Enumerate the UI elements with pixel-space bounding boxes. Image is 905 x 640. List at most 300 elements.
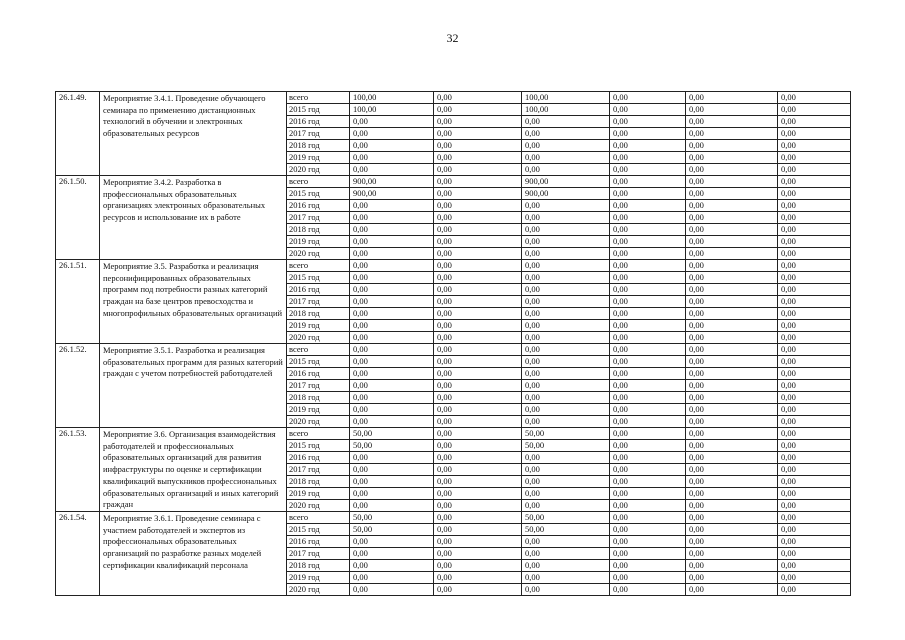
budget-table xyxy=(55,91,851,596)
value-cell: 0,00 xyxy=(522,416,610,428)
value-cell: 0,00 xyxy=(778,332,851,344)
value-cell: 0,00 xyxy=(610,140,686,152)
value-cell: 0,00 xyxy=(778,284,851,296)
value-cell: 0,00 xyxy=(434,236,522,248)
period-label: 2015 год xyxy=(287,440,350,452)
value-cell: 0,00 xyxy=(434,284,522,296)
measure-name: Мероприятие 3.5. Разработка и реализация персонифицированных образовательных программ под потребности разных категорий граждан на базе центров превосходства и многопрофильных образовательных организаций xyxy=(100,260,287,344)
value-cell: 0,00 xyxy=(522,200,610,212)
value-cell: 0,00 xyxy=(610,392,686,404)
value-cell: 0,00 xyxy=(522,308,610,320)
value-cell: 0,00 xyxy=(778,452,851,464)
value-cell: 0,00 xyxy=(434,488,522,500)
value-cell: 0,00 xyxy=(610,104,686,116)
value-cell: 0,00 xyxy=(778,176,851,188)
value-cell: 0,00 xyxy=(522,260,610,272)
period-label: 2015 год xyxy=(287,356,350,368)
value-cell: 0,00 xyxy=(778,224,851,236)
value-cell: 0,00 xyxy=(778,464,851,476)
value-cell: 0,00 xyxy=(686,128,778,140)
value-cell: 0,00 xyxy=(686,308,778,320)
value-cell: 0,00 xyxy=(778,320,851,332)
value-cell: 0,00 xyxy=(522,344,610,356)
period-label: 2016 год xyxy=(287,368,350,380)
value-cell: 0,00 xyxy=(778,248,851,260)
table-row xyxy=(56,176,851,188)
value-cell: 0,00 xyxy=(686,296,778,308)
period-label: 2015 год xyxy=(287,188,350,200)
value-cell: 0,00 xyxy=(610,380,686,392)
value-cell: 50,00 xyxy=(350,440,434,452)
value-cell: 0,00 xyxy=(434,164,522,176)
value-cell: 0,00 xyxy=(434,416,522,428)
value-cell: 0,00 xyxy=(350,536,434,548)
value-cell: 0,00 xyxy=(434,260,522,272)
period-label: 2016 год xyxy=(287,452,350,464)
value-cell: 0,00 xyxy=(434,212,522,224)
value-cell: 0,00 xyxy=(686,380,778,392)
period-label: 2016 год xyxy=(287,536,350,548)
value-cell: 0,00 xyxy=(522,476,610,488)
value-cell: 0,00 xyxy=(778,260,851,272)
value-cell: 0,00 xyxy=(522,500,610,512)
value-cell: 0,00 xyxy=(686,332,778,344)
value-cell: 0,00 xyxy=(778,428,851,440)
table-row xyxy=(56,92,851,104)
value-cell: 0,00 xyxy=(610,536,686,548)
period-label: 2017 год xyxy=(287,128,350,140)
value-cell: 0,00 xyxy=(610,512,686,524)
value-cell: 0,00 xyxy=(610,296,686,308)
value-cell: 0,00 xyxy=(350,380,434,392)
value-cell: 0,00 xyxy=(350,572,434,584)
value-cell: 0,00 xyxy=(350,200,434,212)
value-cell: 0,00 xyxy=(778,200,851,212)
value-cell: 0,00 xyxy=(434,116,522,128)
value-cell: 0,00 xyxy=(522,284,610,296)
value-cell: 100,00 xyxy=(350,92,434,104)
value-cell: 0,00 xyxy=(610,500,686,512)
value-cell: 0,00 xyxy=(522,584,610,596)
measure-name: Мероприятие 3.6.1. Проведение семинара с участием работодателей и экспертов из профессиональных образовательных организаций по разработке разных моделей сертификации квалификаций персонала xyxy=(100,512,287,596)
period-label: 2019 год xyxy=(287,236,350,248)
value-cell: 0,00 xyxy=(778,356,851,368)
value-cell: 0,00 xyxy=(434,560,522,572)
value-cell: 0,00 xyxy=(686,404,778,416)
period-label: 2018 год xyxy=(287,308,350,320)
period-label: 2018 год xyxy=(287,476,350,488)
value-cell: 0,00 xyxy=(686,524,778,536)
value-cell: 0,00 xyxy=(350,284,434,296)
value-cell: 0,00 xyxy=(522,140,610,152)
value-cell: 0,00 xyxy=(686,260,778,272)
period-label: 2019 год xyxy=(287,572,350,584)
value-cell: 0,00 xyxy=(522,296,610,308)
value-cell: 0,00 xyxy=(434,152,522,164)
period-label: всего xyxy=(287,260,350,272)
period-label: 2018 год xyxy=(287,140,350,152)
value-cell: 0,00 xyxy=(350,464,434,476)
value-cell: 0,00 xyxy=(686,476,778,488)
value-cell: 0,00 xyxy=(610,344,686,356)
table-row xyxy=(56,512,851,524)
period-label: 2015 год xyxy=(287,104,350,116)
value-cell: 0,00 xyxy=(522,560,610,572)
value-cell: 0,00 xyxy=(778,392,851,404)
value-cell: 0,00 xyxy=(522,548,610,560)
value-cell: 0,00 xyxy=(686,176,778,188)
value-cell: 100,00 xyxy=(350,104,434,116)
budget-table-body xyxy=(56,92,851,596)
value-cell: 0,00 xyxy=(522,116,610,128)
period-label: 2015 год xyxy=(287,272,350,284)
value-cell: 0,00 xyxy=(350,476,434,488)
value-cell: 0,00 xyxy=(610,188,686,200)
measure-code: 26.1.52. xyxy=(56,344,100,428)
period-label: 2017 год xyxy=(287,296,350,308)
value-cell: 0,00 xyxy=(522,392,610,404)
value-cell: 0,00 xyxy=(610,476,686,488)
value-cell: 0,00 xyxy=(610,356,686,368)
period-label: 2015 год xyxy=(287,524,350,536)
value-cell: 0,00 xyxy=(778,104,851,116)
period-label: всего xyxy=(287,428,350,440)
value-cell: 0,00 xyxy=(434,320,522,332)
value-cell: 0,00 xyxy=(522,272,610,284)
value-cell: 0,00 xyxy=(686,164,778,176)
value-cell: 100,00 xyxy=(522,104,610,116)
value-cell: 0,00 xyxy=(686,116,778,128)
value-cell: 0,00 xyxy=(350,392,434,404)
value-cell: 0,00 xyxy=(350,584,434,596)
value-cell: 0,00 xyxy=(686,536,778,548)
value-cell: 0,00 xyxy=(350,236,434,248)
value-cell: 0,00 xyxy=(522,488,610,500)
value-cell: 0,00 xyxy=(350,140,434,152)
value-cell: 0,00 xyxy=(522,536,610,548)
value-cell: 0,00 xyxy=(686,152,778,164)
period-label: 2017 год xyxy=(287,548,350,560)
value-cell: 0,00 xyxy=(522,248,610,260)
value-cell: 0,00 xyxy=(686,464,778,476)
value-cell: 0,00 xyxy=(686,236,778,248)
value-cell: 0,00 xyxy=(686,416,778,428)
value-cell: 0,00 xyxy=(610,368,686,380)
value-cell: 0,00 xyxy=(778,440,851,452)
value-cell: 0,00 xyxy=(778,272,851,284)
value-cell: 900,00 xyxy=(522,176,610,188)
value-cell: 0,00 xyxy=(686,92,778,104)
value-cell: 0,00 xyxy=(778,212,851,224)
value-cell: 0,00 xyxy=(778,500,851,512)
value-cell: 0,00 xyxy=(610,320,686,332)
period-label: всего xyxy=(287,344,350,356)
value-cell: 0,00 xyxy=(610,128,686,140)
value-cell: 0,00 xyxy=(686,104,778,116)
value-cell: 0,00 xyxy=(434,380,522,392)
measure-code: 26.1.53. xyxy=(56,428,100,512)
value-cell: 0,00 xyxy=(522,452,610,464)
period-label: 2020 год xyxy=(287,164,350,176)
value-cell: 0,00 xyxy=(778,296,851,308)
period-label: 2018 год xyxy=(287,560,350,572)
measure-code: 26.1.54. xyxy=(56,512,100,596)
value-cell: 0,00 xyxy=(778,152,851,164)
value-cell: 0,00 xyxy=(778,116,851,128)
table-row xyxy=(56,428,851,440)
value-cell: 0,00 xyxy=(434,92,522,104)
value-cell: 0,00 xyxy=(434,548,522,560)
value-cell: 50,00 xyxy=(522,428,610,440)
value-cell: 0,00 xyxy=(610,332,686,344)
value-cell: 0,00 xyxy=(522,152,610,164)
value-cell: 0,00 xyxy=(434,368,522,380)
period-label: 2019 год xyxy=(287,404,350,416)
value-cell: 0,00 xyxy=(686,584,778,596)
measure-code: 26.1.49. xyxy=(56,92,100,176)
value-cell: 0,00 xyxy=(778,164,851,176)
period-label: 2019 год xyxy=(287,152,350,164)
value-cell: 0,00 xyxy=(686,368,778,380)
value-cell: 0,00 xyxy=(434,500,522,512)
page-number: 32 xyxy=(446,31,459,45)
value-cell: 0,00 xyxy=(610,236,686,248)
period-label: всего xyxy=(287,176,350,188)
value-cell: 0,00 xyxy=(434,128,522,140)
value-cell: 0,00 xyxy=(350,164,434,176)
value-cell: 0,00 xyxy=(778,488,851,500)
value-cell: 0,00 xyxy=(350,344,434,356)
value-cell: 0,00 xyxy=(610,152,686,164)
value-cell: 0,00 xyxy=(522,332,610,344)
value-cell: 0,00 xyxy=(610,92,686,104)
value-cell: 0,00 xyxy=(686,452,778,464)
value-cell: 0,00 xyxy=(778,128,851,140)
value-cell: 0,00 xyxy=(686,560,778,572)
measure-code: 26.1.50. xyxy=(56,176,100,260)
measure-name: Мероприятие 3.5.1. Разработка и реализация образовательных программ для разных категорий граждан с учетом потребностей работодателей xyxy=(100,344,287,428)
value-cell: 0,00 xyxy=(350,500,434,512)
value-cell: 0,00 xyxy=(350,116,434,128)
value-cell: 0,00 xyxy=(350,356,434,368)
value-cell: 0,00 xyxy=(778,476,851,488)
value-cell: 900,00 xyxy=(350,176,434,188)
value-cell: 0,00 xyxy=(610,116,686,128)
measure-name: Мероприятие 3.4.2. Разработка в профессиональных образовательных организациях электронных образовательных ресурсов и использование их в работе xyxy=(100,176,287,260)
period-label: 2016 год xyxy=(287,200,350,212)
value-cell: 0,00 xyxy=(350,404,434,416)
value-cell: 0,00 xyxy=(686,392,778,404)
value-cell: 0,00 xyxy=(434,584,522,596)
value-cell: 0,00 xyxy=(350,272,434,284)
value-cell: 0,00 xyxy=(610,524,686,536)
period-label: всего xyxy=(287,92,350,104)
value-cell: 0,00 xyxy=(610,308,686,320)
value-cell: 0,00 xyxy=(610,548,686,560)
value-cell: 0,00 xyxy=(434,452,522,464)
value-cell: 0,00 xyxy=(686,428,778,440)
value-cell: 0,00 xyxy=(686,512,778,524)
value-cell: 0,00 xyxy=(522,164,610,176)
value-cell: 0,00 xyxy=(434,524,522,536)
value-cell: 0,00 xyxy=(350,452,434,464)
value-cell: 0,00 xyxy=(610,212,686,224)
period-label: 2018 год xyxy=(287,392,350,404)
period-label: всего xyxy=(287,512,350,524)
value-cell: 0,00 xyxy=(350,224,434,236)
value-cell: 0,00 xyxy=(350,152,434,164)
value-cell: 0,00 xyxy=(778,188,851,200)
value-cell: 0,00 xyxy=(686,488,778,500)
period-label: 2016 год xyxy=(287,116,350,128)
period-label: 2020 год xyxy=(287,332,350,344)
value-cell: 0,00 xyxy=(778,584,851,596)
value-cell: 0,00 xyxy=(350,260,434,272)
value-cell: 0,00 xyxy=(522,212,610,224)
value-cell: 0,00 xyxy=(778,512,851,524)
value-cell: 0,00 xyxy=(434,404,522,416)
value-cell: 0,00 xyxy=(434,512,522,524)
value-cell: 0,00 xyxy=(610,260,686,272)
value-cell: 0,00 xyxy=(350,296,434,308)
value-cell: 0,00 xyxy=(610,416,686,428)
value-cell: 0,00 xyxy=(686,548,778,560)
value-cell: 50,00 xyxy=(350,512,434,524)
value-cell: 0,00 xyxy=(434,356,522,368)
value-cell: 0,00 xyxy=(350,332,434,344)
value-cell: 0,00 xyxy=(778,524,851,536)
value-cell: 0,00 xyxy=(778,236,851,248)
value-cell: 0,00 xyxy=(350,248,434,260)
value-cell: 0,00 xyxy=(778,536,851,548)
period-label: 2017 год xyxy=(287,380,350,392)
value-cell: 0,00 xyxy=(522,356,610,368)
value-cell: 0,00 xyxy=(434,428,522,440)
value-cell: 0,00 xyxy=(350,212,434,224)
value-cell: 0,00 xyxy=(686,224,778,236)
value-cell: 0,00 xyxy=(778,416,851,428)
value-cell: 0,00 xyxy=(686,572,778,584)
value-cell: 0,00 xyxy=(522,128,610,140)
value-cell: 0,00 xyxy=(434,176,522,188)
value-cell: 0,00 xyxy=(522,404,610,416)
value-cell: 0,00 xyxy=(522,380,610,392)
value-cell: 0,00 xyxy=(522,224,610,236)
value-cell: 0,00 xyxy=(610,452,686,464)
period-label: 2019 год xyxy=(287,320,350,332)
value-cell: 50,00 xyxy=(522,524,610,536)
value-cell: 0,00 xyxy=(778,368,851,380)
value-cell: 0,00 xyxy=(522,464,610,476)
value-cell: 0,00 xyxy=(778,308,851,320)
table-row xyxy=(56,260,851,272)
value-cell: 0,00 xyxy=(610,284,686,296)
value-cell: 0,00 xyxy=(434,572,522,584)
value-cell: 0,00 xyxy=(434,224,522,236)
measure-name: Мероприятие 3.6. Организация взаимодействия работодателей и профессиональных образовательных организаций для развития инфраструктуры по оценке и сертификации квалификаций выпускников профессиональных образовательных организаций и иных категорий граждан xyxy=(100,428,287,512)
value-cell: 0,00 xyxy=(686,356,778,368)
value-cell: 0,00 xyxy=(434,104,522,116)
value-cell: 50,00 xyxy=(522,512,610,524)
value-cell: 0,00 xyxy=(610,428,686,440)
value-cell: 0,00 xyxy=(350,416,434,428)
value-cell: 900,00 xyxy=(522,188,610,200)
value-cell: 0,00 xyxy=(522,572,610,584)
value-cell: 0,00 xyxy=(778,560,851,572)
period-label: 2020 год xyxy=(287,416,350,428)
value-cell: 0,00 xyxy=(686,272,778,284)
value-cell: 50,00 xyxy=(522,440,610,452)
value-cell: 0,00 xyxy=(522,236,610,248)
value-cell: 0,00 xyxy=(686,212,778,224)
value-cell: 0,00 xyxy=(350,488,434,500)
table-row xyxy=(56,344,851,356)
value-cell: 0,00 xyxy=(610,572,686,584)
value-cell: 0,00 xyxy=(686,188,778,200)
value-cell: 0,00 xyxy=(610,224,686,236)
value-cell: 0,00 xyxy=(434,536,522,548)
value-cell: 0,00 xyxy=(434,464,522,476)
value-cell: 0,00 xyxy=(610,176,686,188)
value-cell: 0,00 xyxy=(778,140,851,152)
value-cell: 0,00 xyxy=(434,308,522,320)
value-cell: 0,00 xyxy=(778,404,851,416)
value-cell: 0,00 xyxy=(434,344,522,356)
value-cell: 50,00 xyxy=(350,428,434,440)
value-cell: 50,00 xyxy=(350,524,434,536)
value-cell: 0,00 xyxy=(522,368,610,380)
value-cell: 0,00 xyxy=(610,464,686,476)
value-cell: 0,00 xyxy=(686,284,778,296)
measure-code: 26.1.51. xyxy=(56,260,100,344)
value-cell: 0,00 xyxy=(610,272,686,284)
value-cell: 0,00 xyxy=(434,200,522,212)
value-cell: 0,00 xyxy=(610,404,686,416)
period-label: 2020 год xyxy=(287,248,350,260)
value-cell: 0,00 xyxy=(434,140,522,152)
value-cell: 0,00 xyxy=(350,320,434,332)
value-cell: 0,00 xyxy=(778,572,851,584)
value-cell: 0,00 xyxy=(778,380,851,392)
value-cell: 0,00 xyxy=(610,248,686,260)
value-cell: 0,00 xyxy=(350,368,434,380)
period-label: 2017 год xyxy=(287,212,350,224)
value-cell: 0,00 xyxy=(686,344,778,356)
value-cell: 0,00 xyxy=(610,200,686,212)
measure-name: Мероприятие 3.4.1. Проведение обучающего семинара по применению дистанционных технологий в обучении и электронных образовательных ресурсов xyxy=(100,92,287,176)
value-cell: 0,00 xyxy=(686,440,778,452)
value-cell: 900,00 xyxy=(350,188,434,200)
value-cell: 0,00 xyxy=(686,320,778,332)
value-cell: 0,00 xyxy=(778,92,851,104)
period-label: 2019 год xyxy=(287,488,350,500)
period-label: 2017 год xyxy=(287,464,350,476)
value-cell: 0,00 xyxy=(610,560,686,572)
value-cell: 0,00 xyxy=(350,128,434,140)
value-cell: 0,00 xyxy=(434,332,522,344)
value-cell: 0,00 xyxy=(778,548,851,560)
value-cell: 0,00 xyxy=(686,140,778,152)
period-label: 2018 год xyxy=(287,224,350,236)
value-cell: 0,00 xyxy=(434,248,522,260)
value-cell: 0,00 xyxy=(350,308,434,320)
value-cell: 0,00 xyxy=(434,296,522,308)
value-cell: 100,00 xyxy=(522,92,610,104)
value-cell: 0,00 xyxy=(610,488,686,500)
value-cell: 0,00 xyxy=(434,188,522,200)
value-cell: 0,00 xyxy=(350,560,434,572)
value-cell: 0,00 xyxy=(778,344,851,356)
